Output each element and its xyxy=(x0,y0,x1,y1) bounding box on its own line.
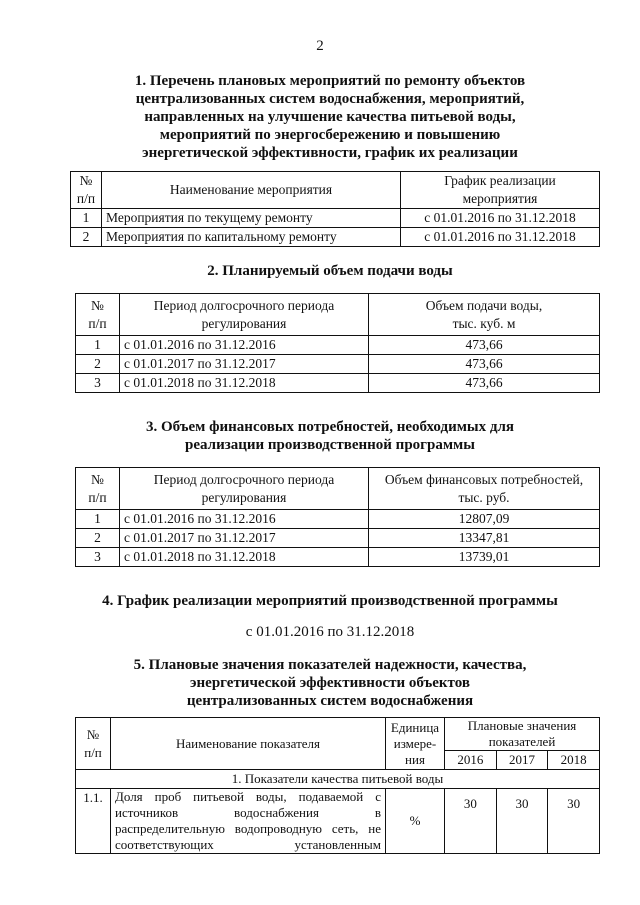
header-period xyxy=(120,468,369,510)
section3-title-line: реализации производственной программы xyxy=(185,437,475,453)
header-name: Наименование мероприятия xyxy=(102,172,401,209)
row-name: Мероприятия по текущему ремонту xyxy=(102,209,401,228)
section5-title-line: централизованных систем водоснабжения xyxy=(186,693,474,709)
section1-title-line: централизованных систем водоснабжения, мероприятий, xyxy=(135,91,525,107)
header-period-line2: регулирования xyxy=(201,315,287,331)
row-value: 13739,01 xyxy=(369,548,600,567)
header-period xyxy=(120,294,369,336)
header-num-line2: п/п xyxy=(88,315,107,331)
header-year: 2016 xyxy=(445,751,497,770)
row-period: с 01.01.2018 по 31.12.2018 xyxy=(120,374,369,393)
header-value xyxy=(369,294,600,336)
row-value-2016: 30 xyxy=(445,789,497,854)
row-num: 3 xyxy=(76,548,120,567)
row-num: 1 xyxy=(76,510,120,529)
header-period-line1: Период долгосрочного периода xyxy=(153,471,335,487)
row-period: с 01.01.2016 по 31.12.2018 xyxy=(401,209,600,228)
header-num xyxy=(76,294,120,336)
table-row xyxy=(71,228,600,247)
row-value-2017: 30 xyxy=(496,789,548,854)
row-unit: % xyxy=(386,789,445,854)
header-value-line1: Объем финансовых потребностей, xyxy=(384,471,584,487)
header-num-line1: № xyxy=(91,471,104,487)
table-row xyxy=(71,209,600,228)
section3-title-line: 3. Объем финансовых потребностей, необходимых для xyxy=(145,419,515,435)
header-num-line2: п/п xyxy=(84,744,102,760)
header-num-line1: № xyxy=(86,726,100,742)
header-num-line1: № xyxy=(79,173,93,188)
section2-title: 2. Планируемый объем подачи воды xyxy=(207,263,453,279)
row-value: 473,66 xyxy=(369,374,600,393)
section5-title xyxy=(60,656,600,710)
row-period: с 01.01.2018 по 31.12.2018 xyxy=(120,548,369,567)
section1-title-line: направленных на улучшение качества питьевой воды, xyxy=(144,109,516,125)
section1-title-line: энергетической эффективности, график их реализации xyxy=(142,145,518,161)
header-value-line2: тыс. куб. м xyxy=(452,315,516,331)
header-name: Наименование показателя xyxy=(111,718,386,770)
header-schedule-line2: мероприятия xyxy=(462,191,538,206)
header-num xyxy=(71,172,102,209)
section5-table xyxy=(75,717,600,854)
table-row xyxy=(76,529,600,548)
section1-title xyxy=(60,72,600,162)
header-unit-line3: ния xyxy=(405,751,425,767)
header-year: 2017 xyxy=(496,751,548,770)
section4-period: с 01.01.2016 по 31.12.2018 xyxy=(245,624,415,640)
row-period: с 01.01.2017 по 31.12.2017 xyxy=(120,355,369,374)
section5-title-line: энергетической эффективности объектов xyxy=(190,675,470,691)
row-value: 12807,09 xyxy=(369,510,600,529)
header-period-line2: регулирования xyxy=(201,489,287,505)
row-value: 473,66 xyxy=(369,355,600,374)
row-description-line: Доля проб питьевой воды, подаваемой с xyxy=(115,789,381,804)
header-num xyxy=(76,468,120,510)
row-period: с 01.01.2016 по 31.12.2016 xyxy=(120,510,369,529)
row-description xyxy=(111,789,386,854)
row-name: Мероприятия по капитальному ремонту xyxy=(102,228,401,247)
page-number: 2 xyxy=(316,38,324,54)
row-num: 2 xyxy=(76,355,120,374)
row-num: 1.1. xyxy=(76,789,111,854)
section1-title-line: 1. Перечень плановых мероприятий по ремонту объектов xyxy=(134,73,526,89)
section2-table xyxy=(75,293,600,393)
row-description-line: распределительную водопроводную сеть, не xyxy=(115,821,381,836)
table-row xyxy=(76,548,600,567)
table-row xyxy=(76,374,600,393)
row-num: 1 xyxy=(71,209,102,228)
section3-table xyxy=(75,467,600,567)
section1-title-line: мероприятий по энергосбережению и повышению xyxy=(159,127,501,143)
row-num: 1 xyxy=(76,336,120,355)
header-unit-line2: измере- xyxy=(393,735,437,751)
section3-title xyxy=(60,418,600,454)
row-num: 2 xyxy=(71,228,102,247)
group-title: 1. Показатели качества питьевой воды xyxy=(76,770,600,789)
table-row xyxy=(76,336,600,355)
header-num-line2: п/п xyxy=(88,489,107,505)
header-num-line1: № xyxy=(91,297,104,313)
table-row xyxy=(76,510,600,529)
header-plan-line2: показателей xyxy=(488,734,556,749)
table-row xyxy=(76,789,600,854)
section1-table xyxy=(70,171,600,247)
row-num: 2 xyxy=(76,529,120,548)
row-description-line: источников водоснабжения в xyxy=(115,805,381,820)
header-value xyxy=(369,468,600,510)
header-num-line2: п/п xyxy=(76,191,96,206)
row-period: с 01.01.2016 по 31.12.2018 xyxy=(401,228,600,247)
header-value-line1: Объем подачи воды, xyxy=(425,297,543,313)
row-value: 13347,81 xyxy=(369,529,600,548)
header-schedule-line1: График реализации xyxy=(444,173,556,188)
header-plan-line1: Плановые значения xyxy=(467,718,577,733)
section5-title-line: 5. Плановые значения показателей надежности, качества, xyxy=(133,657,527,673)
table-row xyxy=(76,355,600,374)
row-description-line: соответствующих установленным xyxy=(115,837,381,852)
header-plan xyxy=(445,718,600,751)
header-unit xyxy=(386,718,445,770)
header-period-line1: Период долгосрочного периода xyxy=(153,297,335,313)
row-value: 473,66 xyxy=(369,336,600,355)
header-schedule xyxy=(401,172,600,209)
header-year: 2018 xyxy=(548,751,600,770)
row-num: 3 xyxy=(76,374,120,393)
section4-title: 4. График реализации мероприятий производственной программы xyxy=(102,593,558,609)
header-unit-line1: Единица xyxy=(390,719,440,735)
row-period: с 01.01.2016 по 31.12.2016 xyxy=(120,336,369,355)
row-period: с 01.01.2017 по 31.12.2017 xyxy=(120,529,369,548)
header-value-line2: тыс. руб. xyxy=(458,489,510,505)
header-num xyxy=(76,718,111,770)
row-value-2018: 30 xyxy=(548,789,600,854)
